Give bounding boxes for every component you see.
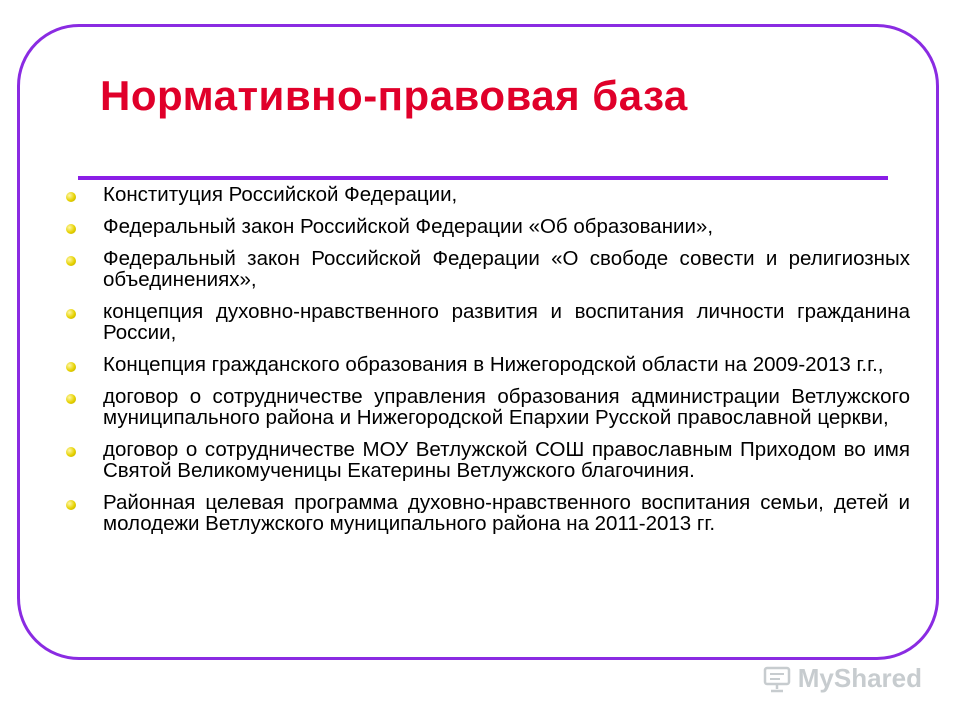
- list-item-text: договор о сотрудничестве управления образования администрации Ветлужского муниципального района и Нижегородской Епархии Русской православной церкви,: [103, 385, 910, 429]
- list-item-text: концепция духовно-нравственного развития и воспитания личности гражданина России,: [103, 300, 910, 344]
- list-item-text: Федеральный закон Российской Федерации «Об образовании»,: [103, 215, 714, 238]
- watermark-text: MyShared: [797, 663, 922, 693]
- watermark: [762, 663, 922, 694]
- list-item-text: Федеральный закон Российской Федерации «О свободе совести и религиозных объединениях»,: [103, 247, 910, 291]
- list-item: [60, 216, 910, 237]
- list-item: [60, 301, 910, 343]
- list-item: [60, 248, 910, 290]
- list-item-text: Конституция Российской Федерации,: [103, 183, 458, 206]
- list-item: [60, 492, 910, 534]
- list-item-text: Районная целевая программа духовно-нравственного воспитания семьи, детей и молодежи Ветлужского муниципального района на 2011-2013 гг.: [103, 491, 910, 535]
- bullet-dot-icon: [66, 224, 76, 234]
- list-item: [60, 439, 910, 481]
- bullet-dot-icon: [66, 256, 76, 266]
- title-underline: [78, 176, 888, 180]
- bullet-dot-icon: [66, 447, 76, 457]
- presentation-board-icon: [762, 664, 792, 694]
- list-item: [60, 354, 910, 375]
- bullet-dot-icon: [66, 394, 76, 404]
- bullet-dot-icon: [66, 309, 76, 319]
- list-item: [60, 386, 910, 428]
- bullet-dot-icon: [66, 192, 76, 202]
- list-item-text: Концепция гражданского образования в Нижегородской области на 2009-2013 г.г.,: [103, 353, 884, 376]
- slide-title: Нормативно-правовая база: [100, 72, 688, 119]
- bullet-dot-icon: [66, 500, 76, 510]
- list-item-text: договор о сотрудничестве МОУ Ветлужской СОШ православным Приходом во имя Святой Великомученицы Екатерины Ветлужского благочиния.: [103, 438, 910, 482]
- bullet-list: [60, 184, 910, 545]
- bullet-dot-icon: [66, 362, 76, 372]
- list-item: [60, 184, 910, 205]
